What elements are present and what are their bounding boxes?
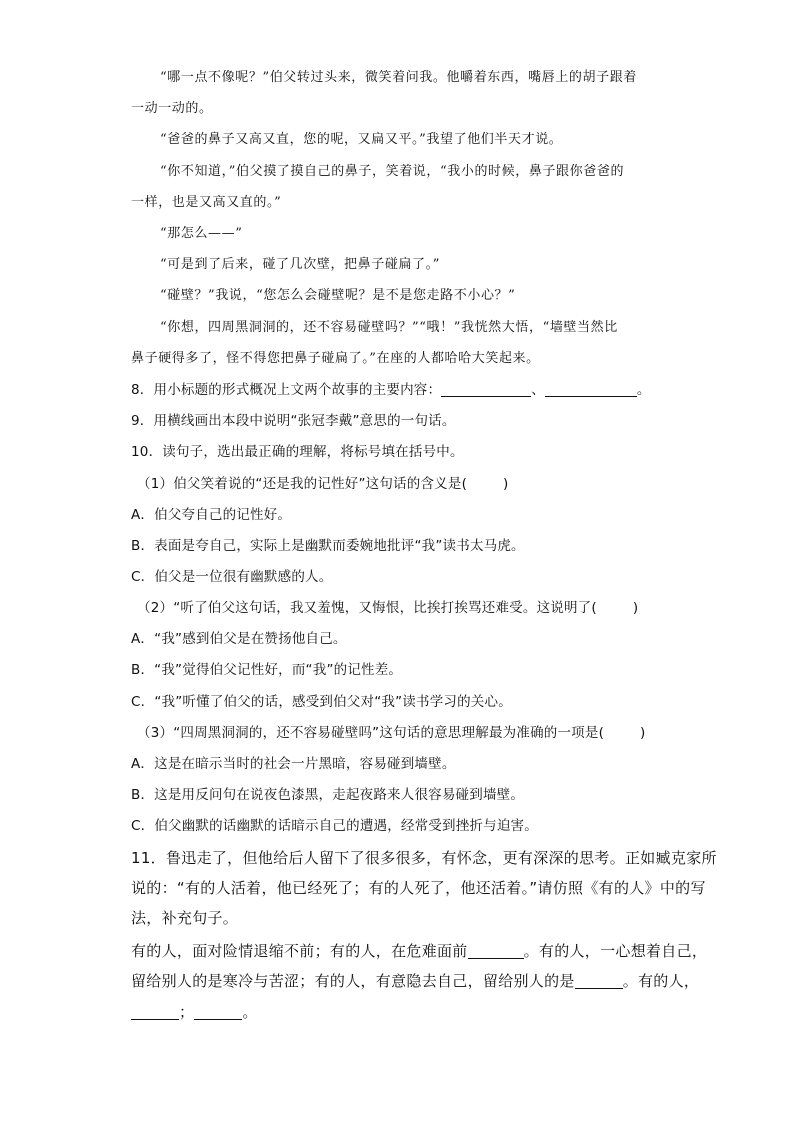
answer-blank[interactable] <box>468 944 524 959</box>
sub-question-1: （1）伯父笑着说的“还是我的记性好”这句话的含义是( ) <box>137 476 509 492</box>
question-11: 11．鲁迅走了，但他给后人留下了很多很多，有怀念，更有深深的思考。正如臧克家所 <box>131 849 717 867</box>
option: B．表面是夸自己，实际上是幽默而委婉地批评“我”读书太马虎。 <box>131 538 525 554</box>
question-11: 说的：“有的人活着，他已经死了；有的人死了，他还活着。”请仿照《有的人》中的写 <box>131 879 706 897</box>
passage-line: “你不知道，”伯父摸了摸自己的鼻子，笑着说，“我小的时候，鼻子跟你爸爸的 <box>160 164 625 179</box>
option: A．这是在暗示当时的社会一片黑暗，容易碰到墙壁。 <box>131 756 456 772</box>
option: B．这是用反问句在说夜色漆黑，走起夜路来人很容易碰到墙壁。 <box>131 787 525 803</box>
passage-line: 一动一动的。 <box>131 101 213 116</box>
option: A．“我”感到伯父是在赞扬他自己。 <box>131 631 347 647</box>
passage-line: “那怎么——” <box>160 226 243 241</box>
answer-blank[interactable] <box>194 1005 242 1020</box>
question-8-text: 8．用小标题的形式概况上文两个故事的主要内容： <box>131 382 442 398</box>
passage-line: 鼻子硬得多了，怪不得您把鼻子碰扁了。”在座的人都哈哈大笑起来。 <box>131 351 540 366</box>
passage-line: “爸爸的鼻子又高又直，您的呢，又扁又平。”我望了他们半天才说。 <box>160 132 563 147</box>
sub-question-2: （2）“听了伯父这句话，我又羞愧，又悔恨，比挨打挨骂还难受。这说明了( ) <box>137 600 639 616</box>
option: A．伯父夸自己的记性好。 <box>131 507 292 523</box>
option: B．“我”觉得伯父记性好，而“我”的记性差。 <box>131 662 403 678</box>
fill-line: ； 。 <box>131 1001 258 1023</box>
passage-line: “碰壁？”我说，“您怎么会碰壁呢？是不是您走路不小心？” <box>160 288 516 303</box>
answer-blank[interactable] <box>545 382 637 397</box>
option: C．伯父幽默的话幽默的话暗示自己的遭遇，经常受到挫折与迫害。 <box>131 818 538 834</box>
question-9: 9．用横线画出本段中说明“张冠李戴”意思的一句话。 <box>131 413 456 429</box>
question-10: 10．读句子，选出最正确的理解，将标号填在括号中。 <box>131 444 464 460</box>
passage-line: “你想，四周黑洞洞的，还不容易碰壁吗？”“哦！”我恍然大悟，“墙壁当然比 <box>160 320 618 335</box>
passage-line: “哪一点不像呢？”伯父转过头来，微笑着问我。他嚼着东西，嘴唇上的胡子跟着 <box>160 70 637 85</box>
passage-line: 一样，也是又高又直的。” <box>131 195 282 210</box>
question-11: 法，补充句子。 <box>131 909 239 927</box>
fill-line: 留给别人的是寒冷与苦涩；有的人，有意隐去自己，留给别人的是 。有的人， <box>131 972 700 990</box>
question-8: 8．用小标题的形式概况上文两个故事的主要内容： 、 。 <box>131 382 651 398</box>
answer-blank[interactable] <box>441 382 531 397</box>
passage-line: “可是到了后来，碰了几次壁，把鼻子碰扁了。” <box>160 257 440 272</box>
answer-blank[interactable] <box>131 1005 179 1020</box>
option: C．伯父是一位很有幽默感的人。 <box>131 569 333 585</box>
option: C．“我”听懂了伯父的话，感受到伯父对“我”读书学习的关心。 <box>131 694 512 710</box>
sub-question-3: （3）“四周黑洞洞的，还不容易碰壁吗”这句话的意思理解最为准确的一项是( ) <box>137 725 646 741</box>
fill-line: 有的人，面对险情退缩不前；有的人，在危难面前 。有的人，一心想着自己， <box>131 942 708 960</box>
answer-blank[interactable] <box>575 974 623 989</box>
